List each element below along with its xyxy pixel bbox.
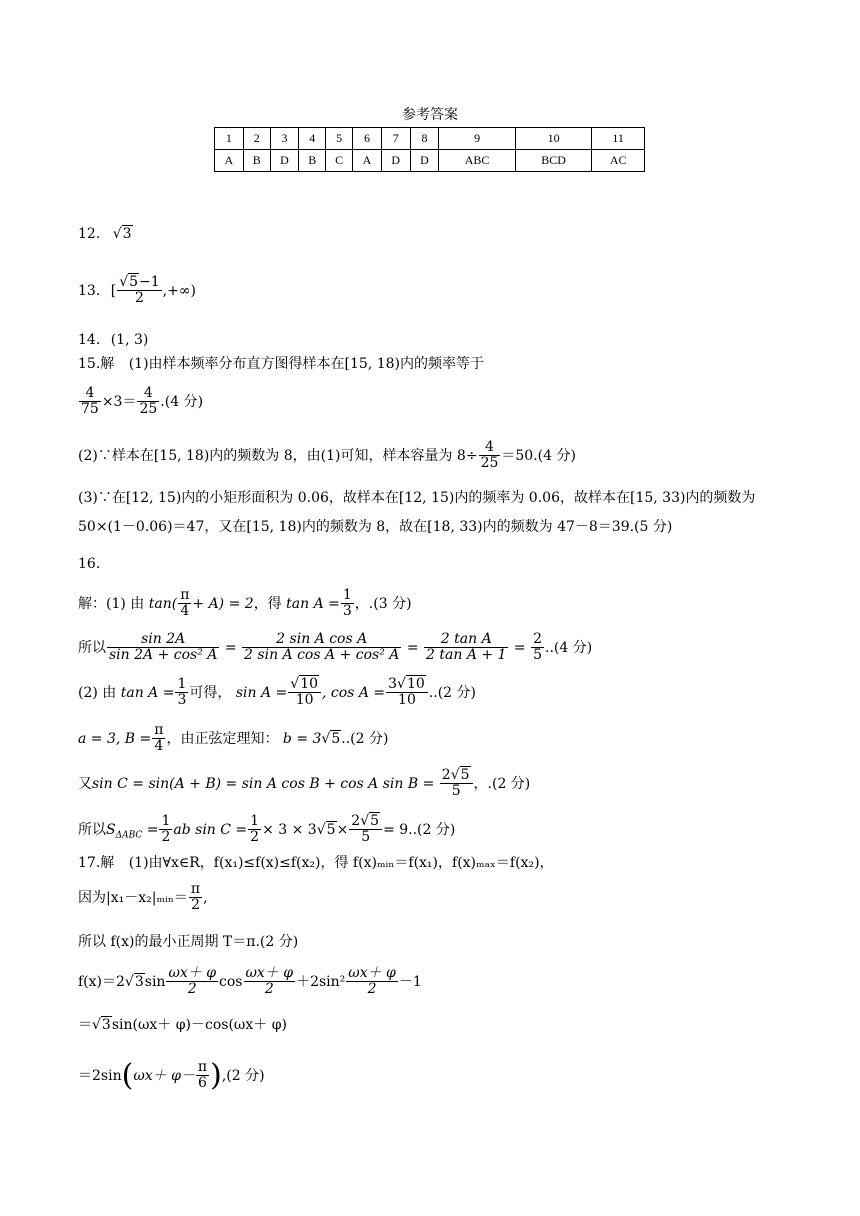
q17-l6-a: ＝2sin (78, 1067, 122, 1084)
q15-line3 (78, 440, 576, 472)
answer-table-number-cell: 9 (439, 128, 515, 150)
q17-label: 17.解 (78, 855, 115, 871)
q15-line4: (3)∵在[12, 15)内的小矩形面积为 0.06，故样本在[12, 15)内的频率为 0.06，故样本在[15, 33)内的频数为 (78, 490, 756, 506)
q16-l3-a: (2) 由 (78, 684, 117, 701)
q16-l3-cr: 10 (406, 676, 425, 692)
answer-table-number-cell: 6 (353, 128, 382, 150)
q17-l5-b: sin(ωx＋ φ)－cos(ωx＋ φ) (111, 1017, 287, 1033)
q16-l3-3: 3 (177, 692, 187, 709)
q13-open: [ (110, 282, 117, 299)
q17-line6: ＝2sin(ωx＋ φ－ $\frac{\pi}{6}$ ),(2 分) (78, 1057, 265, 1093)
answer-table-number-row (215, 128, 645, 150)
q16-l1-4: 4 (180, 603, 190, 620)
answer-table-answer-cell: D (381, 150, 410, 172)
q16-l1-tail: ，.(3 分) (354, 595, 412, 612)
q16-l2-f4d: 5 (533, 647, 543, 664)
q17-line2 (78, 882, 208, 914)
answer-table-number-cell: 2 (243, 128, 270, 150)
page-title: 参考答案 (402, 107, 458, 123)
q14-value: (1, 3) (110, 332, 149, 348)
q15-line5: 50×(1－0.06)＝47，又在[15, 18)内的频数为 8，故在[18, 33)内的频数为 47－8＝39.(5 分) (78, 519, 673, 535)
q13-label: 13. (78, 282, 101, 299)
q15-l3-tail: ＝50.(4 分) (501, 447, 576, 464)
q16-l6-f: = 9 (383, 821, 409, 838)
q15-l2-mid: ×3＝ (101, 393, 137, 410)
q17-line4: f(x)＝2√3sin $\frac{\omega x+ \varphi}{2}$ cos $\frac{\omega x+ \varphi}{2}$ ＋2sin² $\frac{\omega x+ \varphi}{2}$ －1 (78, 965, 422, 998)
q15-l3-num: 4 (479, 440, 501, 456)
q17-l1: (1)由∀x∈R，f(x₁)≤f(x)≤f(x₂)，得 f(x)ₘᵢₙ＝f(x₁)，f(x)ₘₐₓ＝f(x₂)， (128, 855, 554, 871)
q16-l1-e: tan A = (286, 595, 340, 612)
q16-l6-1b: 1 (250, 813, 260, 829)
answer-table (214, 127, 645, 172)
q16-l3-cn: 3 (388, 676, 398, 692)
q17-l6-n: π (197, 1059, 208, 1075)
q16-l6-b: = (146, 821, 159, 838)
q16-l2-f4n: 2 (533, 631, 543, 647)
q13-fraction: $\frac{√5-1}{2}$ (119, 274, 160, 307)
q17-l4-n2: ωx＋ φ (245, 965, 294, 981)
q17-l4-b: sin (144, 973, 166, 990)
q16-l1-pi: π (180, 587, 190, 603)
q17-l4-d2: 2 (264, 981, 274, 998)
q16-l6-c: ab sin C = (173, 821, 248, 838)
q16-l6-n: 2 (351, 813, 361, 829)
answer-table-answer-cell: D (410, 150, 439, 172)
q17-l5-r: 3 (101, 1017, 111, 1033)
q16-l2-f1d: sin 2A + cos² A (109, 647, 218, 664)
q16-l6-sub: ΔABC (115, 830, 143, 841)
q16-l6-s: S (106, 821, 116, 838)
q17-l2-n: π (190, 881, 201, 897)
q17-l5-a: ＝ (78, 1017, 92, 1033)
answer-table-number-cell: 5 (326, 128, 353, 150)
answer-table-answer-cell: A (215, 150, 244, 172)
q16-l6-2: 2 (161, 829, 171, 846)
q15-l2-den: 75 (81, 401, 99, 418)
q16-l3-cd: 10 (398, 692, 416, 709)
q17-l4-r: 3 (134, 973, 144, 990)
q16-line5: 又sin C = sin(A + B) = sin A cos B + cos A sin B = $\frac{2√5}{5}$ ，.(2 分) (78, 767, 531, 800)
q16-l1-c: + A) = 2 (192, 595, 254, 612)
q16-l4-a: a = 3, B = (78, 730, 152, 747)
q15-line2 (78, 386, 203, 418)
q16-l6-tail: ..(2 分) (408, 821, 456, 838)
q15-l3-a: (2)∵样本在[15, 18)内的频数为 8，由(1)可知，样本容量为 8÷ (78, 447, 478, 464)
q17-l4-e: ＋2sin² (296, 973, 346, 990)
q16-l2-f2d: 2 sin A cos A + cos² A (244, 647, 400, 664)
q16-line6: 所以$S_{\Delta ABC}$ = $\frac{1}{2}$ ab sin C = $\frac{1}{2}$ × 3 × 3√5× $\frac{2√5}{5}$ = 9..(2 分) (78, 813, 456, 846)
q15-label: 15.解 (78, 356, 115, 372)
q16-l6-2b: 2 (250, 829, 260, 846)
q16-l5-a: 又 (78, 775, 92, 792)
q17-l6-d: 6 (198, 1075, 207, 1092)
q16-l2-f3d: 2 tan A + 1 (426, 647, 507, 664)
q13-tail: ,+∞) (162, 282, 196, 299)
q16-l6-a: 所以 (78, 821, 106, 838)
q16-l3-b: tan A = (120, 684, 175, 701)
q12: 12. √3 (78, 226, 132, 242)
q15-l3-den: 25 (480, 455, 499, 472)
q13-num-rad: 5 (129, 274, 139, 290)
answer-table-answer-cell: A (353, 150, 382, 172)
q14 (78, 333, 148, 347)
q17-l2-d: 2 (191, 897, 200, 914)
q17-l4-a: f(x)＝2 (78, 973, 125, 990)
q17-l4-d3: 2 (367, 981, 377, 998)
q16-l6-r2: 5 (370, 813, 380, 829)
q16-l4-c: b = 3 (282, 730, 322, 747)
q13 (78, 275, 196, 307)
q16-l6-d: × 3 × 3 (262, 821, 317, 838)
q15-l2-den2: 25 (139, 401, 158, 418)
q16-l1-d: ，得 (253, 595, 282, 612)
q16-l6-r1: 5 (326, 821, 336, 838)
q16-l5-tail: ，.(2 分) (473, 775, 531, 792)
q16-l1-a: 解：(1) 由 (78, 595, 145, 612)
q16-line2: 所以 $\frac{\sin 2A}{\text{sin 2A + cos² A}}$ = $\frac{\text{2 sin A cos A}}{\text{2 sin A cos A + cos² A}}$ = $\frac{\text{2 tan A}}{\text{2 tan A + 1}}$ = $\frac{2}{5}$ ..(4 分) (78, 631, 593, 664)
q16-l4-pi: π (154, 722, 164, 738)
q17-l2-tail: , (203, 889, 208, 906)
answer-table-answer-cell: BCD (515, 150, 591, 172)
answer-table-answer-cell: AC (592, 150, 645, 172)
q15-l2-tail: .(4 分) (160, 393, 204, 410)
q16-l6-1: 1 (161, 813, 171, 829)
answer-table-answer-row (215, 150, 645, 172)
answer-table-number-cell: 11 (592, 128, 645, 150)
q16-l5-b: sin C = sin(A + B) = sin A cos B + cos A sin B = (92, 775, 435, 792)
q13-den: 2 (134, 290, 144, 307)
q13-num-tail: −1 (139, 274, 160, 290)
q16-l2-f2n: 2 sin A cos A (242, 632, 401, 648)
answer-table-number-cell: 3 (270, 128, 299, 150)
q16-l5-r: 5 (460, 767, 470, 783)
q16-l1-1: 1 (342, 587, 352, 603)
q16-l4-4: 4 (154, 738, 164, 755)
q16-l4-b: ，由正弦定理知： (166, 730, 279, 747)
answer-table-number-cell: 10 (515, 128, 591, 150)
answer-table-number-cell: 4 (299, 128, 326, 150)
q17-line5: ＝√3sin(ωx＋ φ)－cos(ωx＋ φ) (78, 1017, 287, 1033)
answer-table-answer-cell: B (299, 150, 326, 172)
q16-l3-sd: 10 (295, 692, 314, 709)
q17-l2-a: 因为|x₁－x₂|ₘᵢₙ＝ (78, 889, 188, 906)
q16-l3-d: sin A = (235, 684, 288, 701)
answer-table-answer-cell: C (326, 150, 353, 172)
answer-table-answer-cell: D (270, 150, 299, 172)
q16-l3-1: 1 (177, 676, 187, 692)
q16-l2-f3n: 2 tan A (424, 632, 508, 648)
q15-l2-num: 4 (79, 386, 101, 402)
q16-label: 16. (78, 556, 101, 572)
q17-line3: 所以 f(x)的最小正周期 T＝π.(2 分) (78, 934, 299, 950)
q16-l2-a: 所以 (78, 639, 106, 656)
q17-l6-tail: ,(2 分) (221, 1067, 265, 1084)
q17-l4-d1: 2 (187, 981, 197, 998)
q16-line4: a = 3, B = $\frac{\pi}{4}$ ，由正弦定理知： b = 3√5..(2 分) (78, 722, 389, 755)
q17-l4-n1: ωx＋ φ (168, 965, 217, 981)
q17-line1 (78, 856, 554, 870)
answer-table-number-cell: 7 (381, 128, 410, 150)
answer-table-answer-cell: ABC (439, 150, 515, 172)
q17-l4-n3: ωx＋ φ (348, 965, 396, 981)
q16-l6-den: 5 (361, 829, 371, 846)
q12-radicand: 3 (122, 226, 132, 242)
q16-l1-b: tan( (148, 595, 178, 612)
q14-label: 14. (78, 332, 101, 348)
q17-l6-b: ωx＋ φ－ (133, 1067, 195, 1084)
answer-table-answer-cell: B (243, 150, 270, 172)
q12-label: 12. (78, 226, 101, 242)
q16-l3-sn: 10 (300, 676, 319, 692)
q16-l5-n: 2 (441, 767, 451, 783)
q16-line1 (78, 588, 412, 620)
q16-l4-r: 5 (331, 730, 341, 747)
q16-l1-3: 3 (342, 603, 352, 620)
q16-l2-f1n: sin 2A (107, 632, 219, 648)
q16-l2-tail: ..(4 分) (545, 639, 593, 656)
q15-l1: (1)由样本频率分布直方图得样本在[15, 18)内的频率等于 (128, 356, 485, 372)
q15-line1 (78, 357, 484, 371)
q17-l4-f: －1 (398, 973, 422, 990)
q17-l4-c: cos (219, 973, 243, 990)
q16-line3: (2) 由 tan A = $\frac{1}{3}$ 可得， sin A = $\frac{√10}{10}$ , cos A = $\frac{3√10}{10}$ ..(2 分) (78, 676, 476, 709)
answer-table-number-cell: 8 (410, 128, 439, 150)
q16-l3-e: , cos A = (322, 684, 386, 701)
q16-l3-c: 可得， (189, 684, 232, 701)
answer-table-number-cell: 1 (215, 128, 244, 150)
q16-l5-d: 5 (451, 783, 461, 800)
q15-l2-num2: 4 (137, 386, 159, 402)
q16-l3-tail: ..(2 分) (428, 684, 476, 701)
q16-l4-tail: ..(2 分) (341, 730, 389, 747)
q16-l6-e: × (336, 821, 349, 838)
